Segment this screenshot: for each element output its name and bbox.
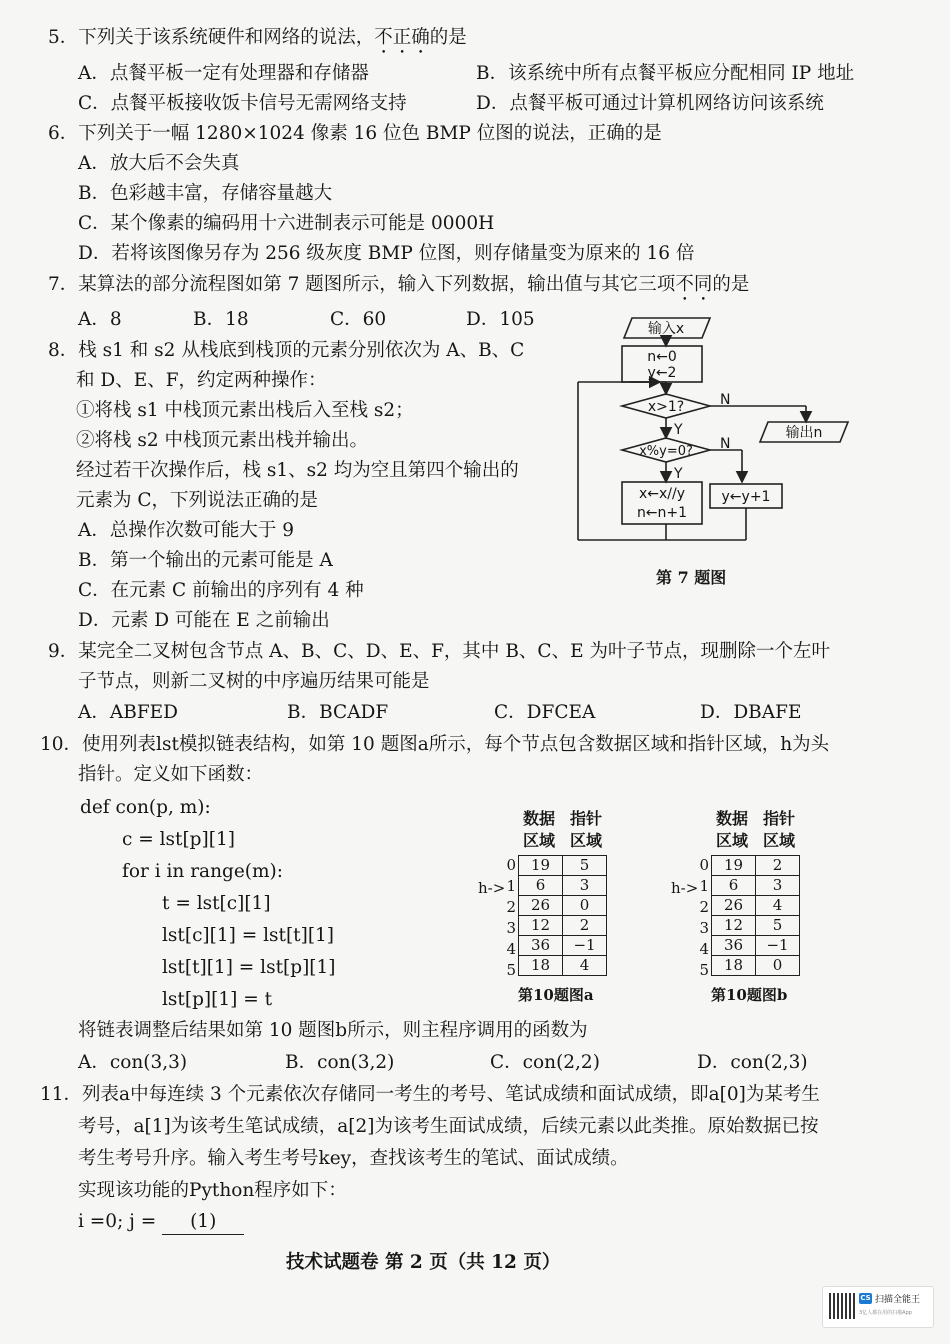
q5-option-d: D．点餐平板可通过计算机网络访问该系统 — [476, 93, 824, 114]
flow-act1a-text: x←x//y — [638, 486, 686, 502]
index-label: 5 — [699, 961, 709, 979]
q10-option-b: B．con(3,2) — [285, 1052, 395, 1073]
index-label: 3 — [699, 919, 709, 937]
q10-option-c: C．con(2,2) — [490, 1052, 600, 1073]
code-line: def con(p, m): — [80, 797, 211, 818]
table-cell: 2 — [563, 916, 607, 936]
q8-line3: ①将栈 s1 中栈顶元素出栈后入至栈 s2； — [76, 400, 414, 421]
q10-after: 将链表调整后结果如第 10 题图b所示，则主程序调用的函数为 — [78, 1020, 588, 1041]
table-cell: −1 — [563, 936, 607, 956]
table-row — [519, 896, 607, 916]
q8-line2: 和 D、E、F，约定两种操作： — [76, 370, 327, 391]
table-row — [519, 876, 607, 896]
table-cell: 12 — [712, 916, 756, 936]
index-label: 2 — [506, 898, 516, 916]
fig-a-table — [518, 855, 607, 976]
table-cell: 0 — [563, 896, 607, 916]
flow-no2: N — [720, 436, 731, 452]
q11-line2: 考号，a[1]为该考生笔试成绩，a[2]为该考生面试成绩，后续元素以此类推。原始数据已按 — [78, 1116, 819, 1137]
fig-b-head-pointer-label: h-> — [671, 879, 699, 897]
watermark-subtitle: 3亿人都在用的扫描App — [859, 1310, 912, 1316]
table-cell: 4 — [563, 956, 607, 976]
table-row — [519, 936, 607, 956]
table-cell: 26 — [712, 896, 756, 916]
flow-act1b-text: n←n+1 — [636, 505, 688, 521]
table-row — [519, 856, 607, 876]
q7-option-c: C．60 — [330, 309, 387, 330]
index-label: 1 — [699, 877, 709, 895]
flow-yes1: Y — [674, 422, 683, 438]
table-cell: 36 — [519, 936, 563, 956]
table-cell: 12 — [519, 916, 563, 936]
table-cell: 18 — [712, 956, 756, 976]
table-cell: 6 — [519, 876, 563, 896]
fig-a-header-pointer: 指针 区域 — [570, 809, 603, 850]
q5-stem: 5．下列关于该系统硬件和网络的说法，不正确的是 — [48, 27, 467, 48]
flow-act2-text: y←y+1 — [721, 489, 771, 505]
code-line: t = lst[c][1] — [162, 893, 271, 914]
q6-option-d: D．若将该图像另存为 256 级灰度 BMP 位图，则存储量变为原来的 16 倍 — [78, 243, 695, 264]
fig-b-table — [711, 855, 800, 976]
q7-stem: 7．某算法的部分流程图如第 7 题图所示，输入下列数据，输出值与其它三项不同的是 — [48, 274, 750, 295]
table-row — [712, 916, 800, 936]
q5-option-b: B．该系统中所有点餐平板应分配相同 IP 地址 — [476, 63, 855, 84]
q9-option-c: C．DFCEA — [494, 702, 596, 723]
code-line: for i in range(m): — [122, 861, 284, 882]
table-row — [712, 936, 800, 956]
fig-a-caption: 第10题图a — [518, 986, 594, 1004]
index-label: 5 — [506, 961, 516, 979]
table-row — [712, 896, 800, 916]
table-cell: 5 — [563, 856, 607, 876]
flow-output-text: 输出n — [785, 425, 823, 441]
table-cell: 3 — [563, 876, 607, 896]
table-cell: 6 — [712, 876, 756, 896]
index-label: 2 — [699, 898, 709, 916]
table-row — [712, 876, 800, 896]
q7-option-a: A．8 — [78, 309, 122, 330]
table-cell: 19 — [519, 856, 563, 876]
page-footer: 技术试题卷 第 2 页（共 12 页） — [286, 1252, 561, 1273]
q8-line5: 经过若干次操作后，栈 s1、s2 均为空且第四个输出的 — [76, 460, 519, 481]
table-row — [519, 956, 607, 976]
q8-option-a: A．总操作次数可能大于 9 — [78, 520, 295, 541]
table-cell: 3 — [756, 876, 800, 896]
q6-option-c: C．某个像素的编码用十六进制表示可能是 0000H — [78, 213, 495, 234]
q7-figure-caption: 第 7 题图 — [656, 568, 727, 587]
code-line: lst[p][1] = t — [162, 989, 273, 1010]
flow-input-text: 输入x — [647, 321, 685, 337]
cs-logo-icon: CS — [860, 1294, 871, 1302]
q9-line1: 9．某完全二叉树包含节点 A、B、C、D、E、F，其中 B、C、E 为叶子节点，现删除一个左叶 — [48, 641, 830, 662]
q10-line2: 指针。定义如下函数： — [78, 764, 264, 785]
flow-cond1-text: x>1? — [647, 399, 685, 415]
q9-option-a: A．ABFED — [78, 702, 178, 723]
flow-cond2-text: x%y=0? — [639, 444, 693, 459]
index-label: 1 — [506, 877, 516, 895]
code-line: lst[t][1] = lst[p][1] — [162, 957, 336, 978]
table-cell: 2 — [756, 856, 800, 876]
watermark-title: 扫描全能王 — [875, 1295, 921, 1305]
q8-line6: 元素为 C，下列说法正确的是 — [76, 490, 319, 511]
q8-line4: ②将栈 s2 中栈顶元素出栈并输出。 — [76, 430, 369, 451]
q9-option-d: D．DBAFE — [700, 702, 802, 723]
table-cell: 18 — [519, 956, 563, 976]
table-cell: 19 — [712, 856, 756, 876]
q8-line1: 8．栈 s1 和 s2 从栈底到栈顶的元素分别依次为 A、B、C — [48, 340, 525, 361]
q11-code-line: i =0; j = (1) — [78, 1210, 244, 1235]
q9-option-b: B．BCADF — [287, 702, 389, 723]
q10-option-a: A．con(3,3) — [78, 1052, 188, 1073]
index-label: 4 — [699, 940, 709, 958]
index-label: 0 — [506, 856, 516, 874]
code-line: c = lst[p][1] — [122, 829, 235, 850]
table-cell: 26 — [519, 896, 563, 916]
index-label: 4 — [506, 940, 516, 958]
q10-option-d: D．con(2,3) — [697, 1052, 808, 1073]
q8-option-c: C．在元素 C 前输出的序列有 4 种 — [78, 580, 364, 601]
code-line: lst[c][1] = lst[t][1] — [162, 925, 335, 946]
q6-option-a: A．放大后不会失真 — [78, 153, 240, 174]
q6-option-b: B．色彩越丰富，存储容量越大 — [78, 183, 333, 204]
q7-option-d: D．105 — [466, 309, 535, 330]
q5-option-c: C．点餐平板接收饭卡信号无需网络支持 — [78, 93, 407, 114]
index-label: 0 — [699, 856, 709, 874]
answer-blank: (1) — [162, 1210, 244, 1235]
qr-code-icon — [829, 1293, 855, 1319]
flow-init1-text: n←0 — [647, 349, 677, 365]
flow-yes2: Y — [674, 466, 683, 482]
table-cell: 36 — [712, 936, 756, 956]
q10-line1: 10．使用列表lst模拟链表结构，如第 10 题图a所示，每个节点包含数据区域和指针区域，h为头 — [40, 734, 830, 755]
q7-flowchart — [570, 310, 860, 600]
q9-line2: 子节点，则新二叉树的中序遍历结果可能是 — [78, 671, 430, 692]
q6-stem: 6．下列关于一幅 1280×1024 像素 16 位色 BMP 位图的说法，正确的是 — [48, 123, 662, 144]
table-cell: −1 — [756, 936, 800, 956]
index-label: 3 — [506, 919, 516, 937]
q11-line1: 11．列表a中每连续 3 个元素依次存储同一考生的考号、笔试成绩和面试成绩，即a[0]为某考生 — [40, 1084, 820, 1105]
table-cell: 0 — [756, 956, 800, 976]
flow-no1: N — [720, 392, 731, 408]
q8-option-d: D．元素 D 可能在 E 之前输出 — [78, 610, 330, 631]
fig-a-head-pointer-label: h-> — [478, 879, 506, 897]
table-row — [712, 956, 800, 976]
q11-line4: 实现该功能的Python程序如下： — [78, 1180, 347, 1201]
q11-line3: 考生考号升序。输入考生考号key，查找该考生的笔试、面试成绩。 — [78, 1148, 629, 1169]
fig-a-header-data: 数据 区域 — [523, 809, 556, 850]
table-cell: 4 — [756, 896, 800, 916]
scanner-watermark — [822, 1286, 934, 1328]
table-cell: 5 — [756, 916, 800, 936]
fig-b-header-data: 数据 区域 — [716, 809, 749, 850]
q8-option-b: B．第一个输出的元素可能是 A — [78, 550, 333, 571]
table-row — [712, 856, 800, 876]
flow-init2-text: y←2 — [647, 365, 677, 381]
q7-option-b: B．18 — [193, 309, 249, 330]
table-row — [519, 916, 607, 936]
q5-option-a: A．点餐平板一定有处理器和存储器 — [78, 63, 369, 84]
fig-b-caption: 第10题图b — [711, 986, 788, 1004]
fig-b-header-pointer: 指针 区域 — [763, 809, 796, 850]
